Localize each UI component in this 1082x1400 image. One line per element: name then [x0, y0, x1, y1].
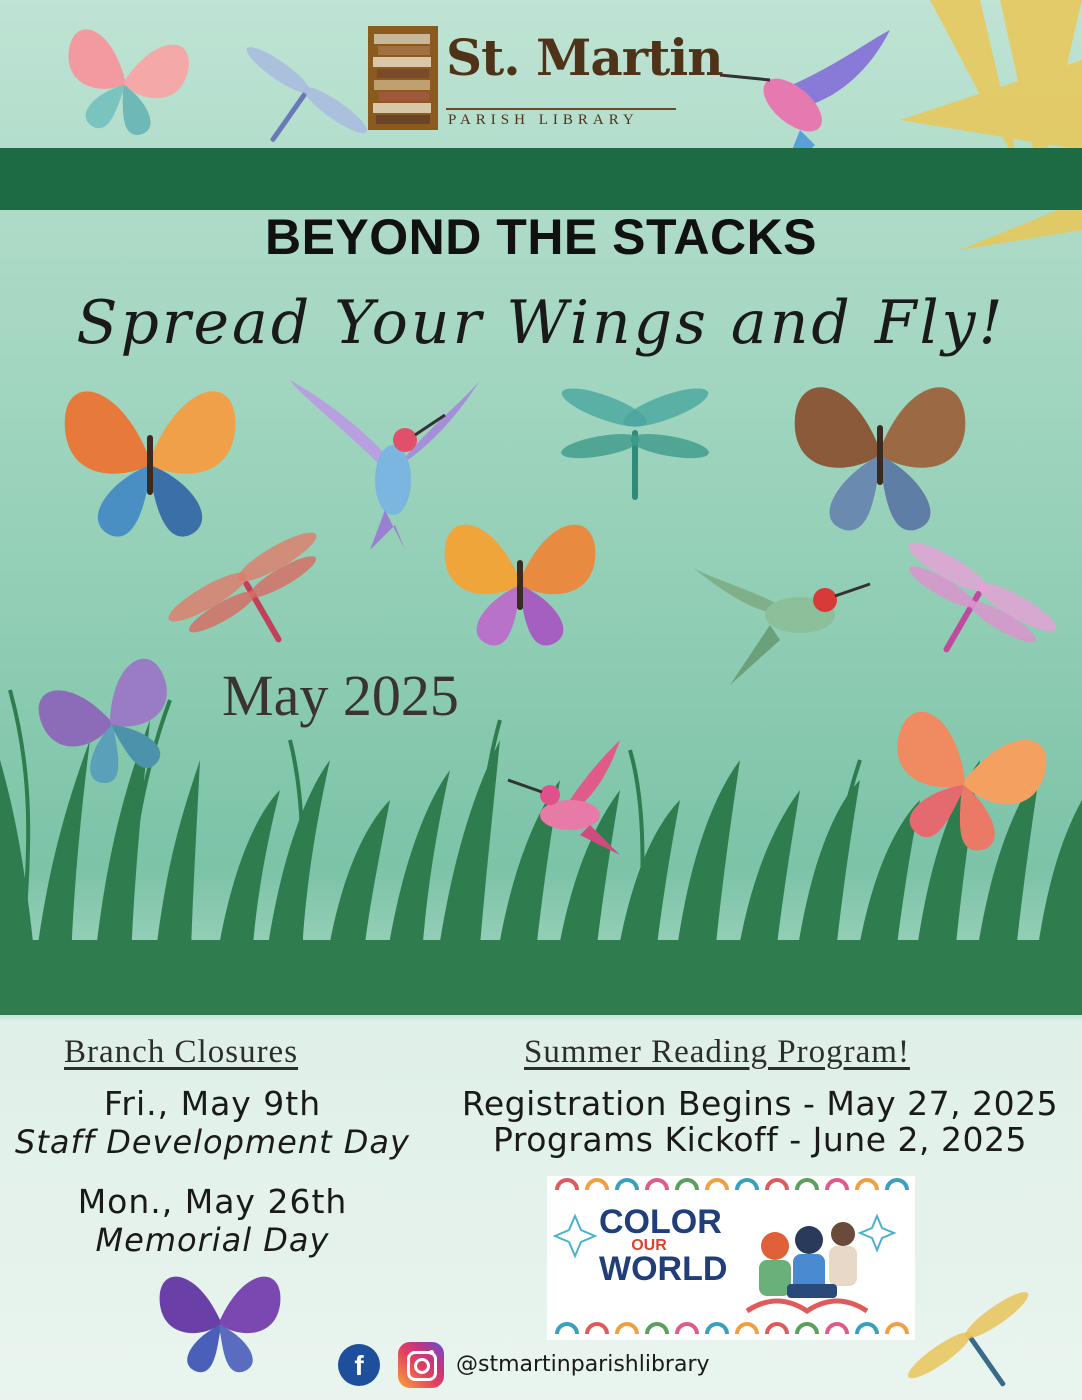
- branch-closures-title: Branch Closures: [64, 1034, 299, 1070]
- library-logo: [368, 26, 723, 134]
- color-our-world-graphic: [547, 1176, 915, 1340]
- headline: BEYOND THE STACKS: [264, 209, 818, 265]
- logo-rule: [446, 108, 676, 110]
- dragonfly-icon: [163, 525, 353, 684]
- logo-name: St. Martin: [446, 28, 723, 87]
- butterfly-icon: [795, 387, 966, 530]
- hummingbird-icon: [290, 380, 480, 550]
- closure-date: Fri., May 9th: [103, 1084, 322, 1123]
- hummingbird-icon: [690, 565, 870, 685]
- butterfly-icon: [445, 525, 596, 646]
- butterfly-icon: [32, 653, 191, 797]
- dragonfly-icon: [558, 381, 712, 500]
- kickoff-line: Programs Kickoff - June 2, 2025: [493, 1120, 1027, 1159]
- cow-world-word: WORLD: [599, 1250, 728, 1289]
- tagline: Spread Your Wings and Fly!: [76, 288, 1006, 358]
- butterfly-icon: [56, 27, 192, 142]
- instagram-lens: [414, 1358, 430, 1374]
- instagram-icon[interactable]: [398, 1342, 444, 1388]
- facebook-icon[interactable]: f: [338, 1344, 380, 1386]
- logo-subtitle: PARISH LIBRARY: [448, 112, 639, 128]
- social-handle[interactable]: @stmartinparishlibrary: [456, 1352, 710, 1377]
- kids-illustration: [747, 1222, 867, 1311]
- summer-reading-title: Summer Reading Program!: [524, 1034, 910, 1070]
- closure-item: [0, 1182, 425, 1259]
- registration-line: Registration Begins - May 27, 2025: [461, 1084, 1059, 1123]
- instagram-flash: [429, 1350, 434, 1355]
- butterfly-icon: [160, 1277, 281, 1373]
- books-icon: [368, 26, 438, 130]
- cow-our-word: OUR: [631, 1237, 667, 1255]
- closure-date: Mon., May 26th: [77, 1182, 348, 1221]
- cow-color-word: COLOR: [599, 1203, 722, 1241]
- closure-item: [0, 1084, 425, 1161]
- closure-reason: Staff Development Day: [15, 1123, 410, 1161]
- color-our-world-logo: [599, 1203, 728, 1289]
- closure-reason: Memorial Day: [95, 1221, 330, 1259]
- month-label: May 2025: [222, 663, 459, 728]
- butterfly-icon: [65, 391, 236, 536]
- top-band: [0, 148, 1082, 210]
- dragonfly-icon: [871, 535, 1061, 694]
- dragonfly-icon: [903, 1286, 1063, 1400]
